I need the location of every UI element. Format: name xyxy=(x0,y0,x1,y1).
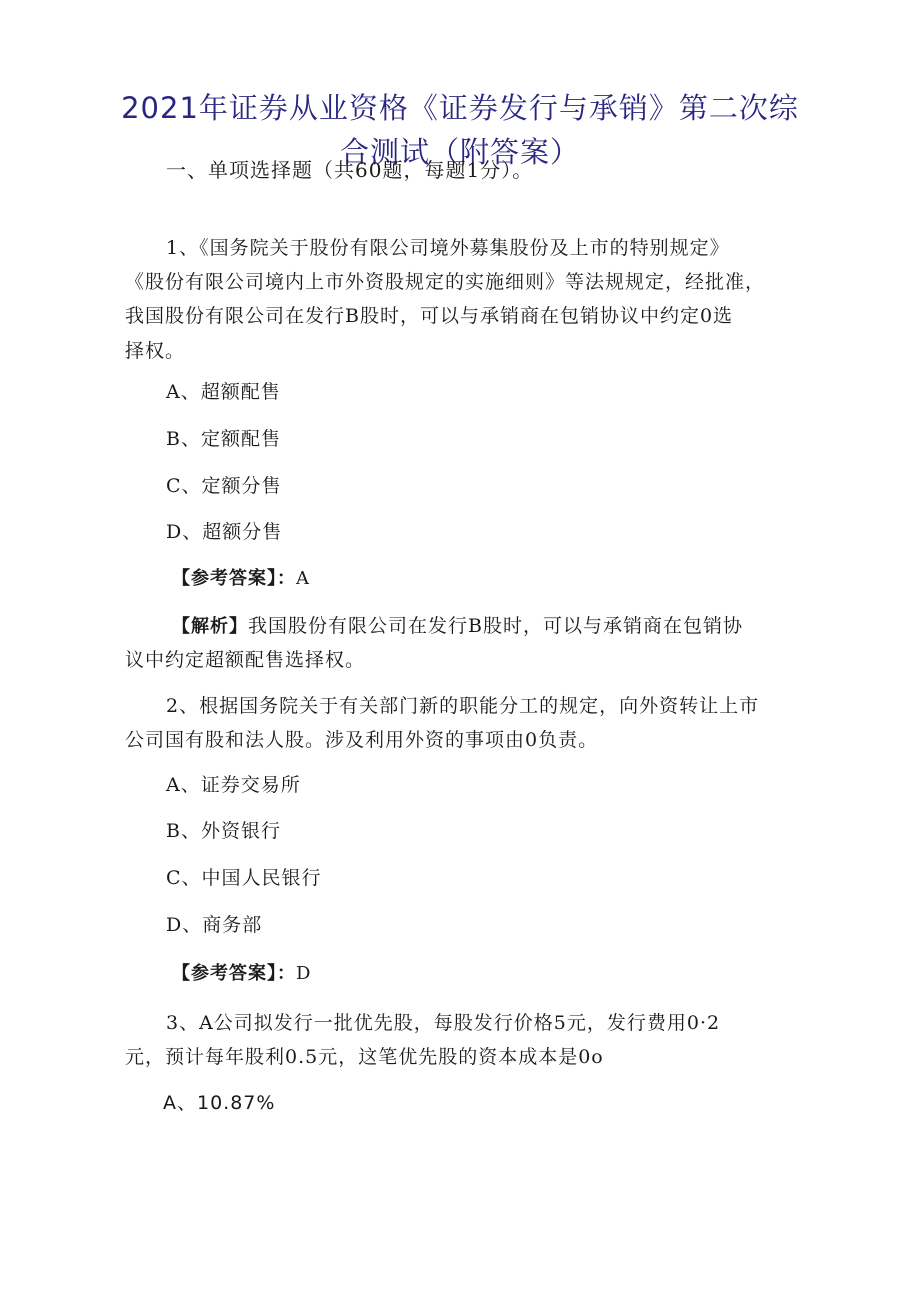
question-1-text-line: 1、《国务院关于股份有限公司境外募集股份及上市的特别规定》 xyxy=(166,237,730,259)
answer-value: A xyxy=(296,568,310,589)
question-1-explanation xyxy=(172,614,743,639)
question-1-explanation-line: 议中约定超额配售选择权。 xyxy=(125,649,366,671)
question-1-text-line: 择权。 xyxy=(125,340,186,362)
question-3-option-a: A、10.87% xyxy=(163,1092,276,1114)
question-2-answer xyxy=(172,962,311,986)
document-title-line-2: 合测试（附答案） xyxy=(339,135,580,169)
question-3-text-line: 元，预计每年股利0.5元，这笔优先股的资本成本是0o xyxy=(125,1046,604,1068)
question-1-option-b: B、定额配售 xyxy=(166,428,281,450)
question-2-option-c: C、中国人民银行 xyxy=(166,867,322,889)
answer-label: 【参考答案】： xyxy=(172,963,296,984)
question-1-text-line: 我国股份有限公司在发行B股时，可以与承销商在包销协议中约定0选 xyxy=(125,305,734,327)
answer-label: 【参考答案】： xyxy=(172,568,296,589)
question-1-option-c: C、定额分售 xyxy=(166,475,282,497)
question-1-answer xyxy=(172,567,310,591)
question-2-option-b: B、外资银行 xyxy=(166,820,281,842)
question-2-text-line: 2、根据国务院关于有关部门新的职能分工的规定，向外资转让上市 xyxy=(166,695,760,717)
question-1-text-line: 《股份有限公司境内上市外资股规定的实施细则》等法规规定，经批准， xyxy=(125,271,766,293)
question-2-option-d: D、商务部 xyxy=(166,914,263,936)
question-2-option-a: A、证券交易所 xyxy=(166,774,301,796)
explanation-text: 我国股份有限公司在发行B股时，可以与承销商在包销协 xyxy=(248,615,743,637)
answer-value: D xyxy=(296,963,312,984)
document-title-line-1: 2021年证券从业资格《证券发行与承销》第二次综 xyxy=(121,91,799,125)
question-3-text-line: 3、A公司拟发行一批优先股，每股发行价格5元，发行费用0·2 xyxy=(166,1012,721,1034)
explanation-label: 【解析】 xyxy=(172,616,248,637)
question-1-option-d: D、超额分售 xyxy=(166,521,283,543)
question-1-option-a: A、超额配售 xyxy=(166,381,281,403)
question-2-text-line: 公司国有股和法人股。涉及利用外资的事项由0负责。 xyxy=(125,729,599,751)
section-heading: 一、单项选择题（共60题，每题1分）。 xyxy=(166,158,534,182)
